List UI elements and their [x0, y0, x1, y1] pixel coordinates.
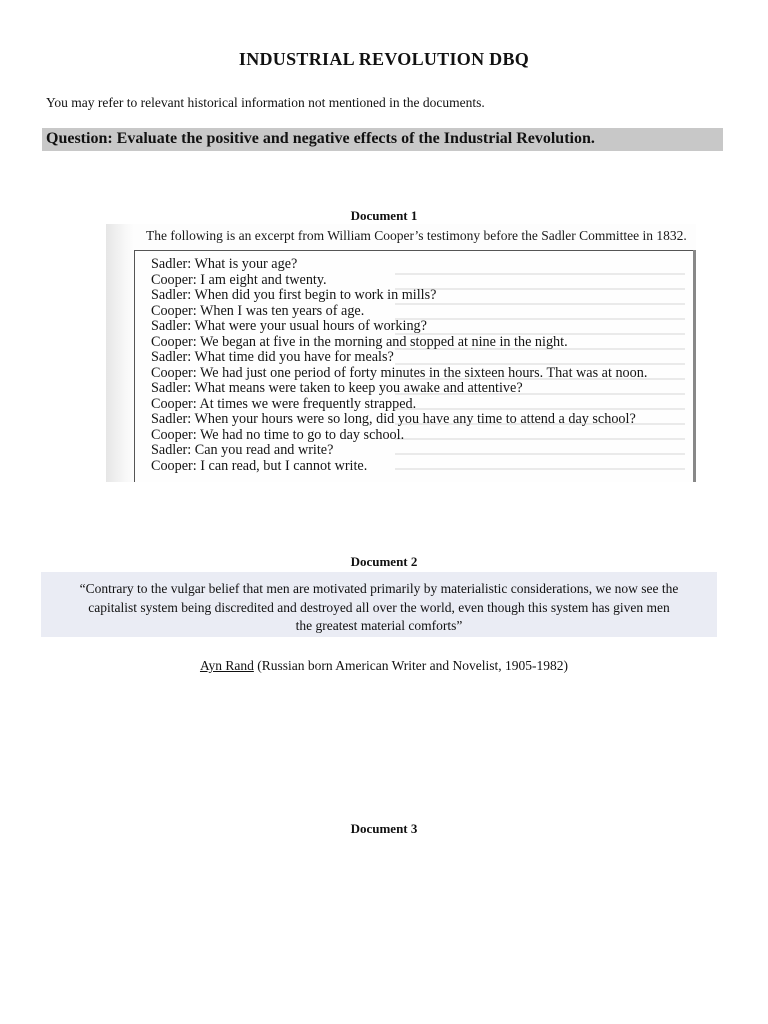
quote-line: the greatest material comforts” [295, 618, 463, 633]
document-1-label: Document 1 [350, 208, 418, 223]
testimony-line: Sadler: Can you read and write? [151, 442, 334, 458]
quote-text [41, 580, 717, 636]
document-1-scanned-image [106, 224, 696, 482]
document-2-label: Document 2 [350, 554, 418, 569]
quote-attribution [0, 658, 768, 674]
question-text: Question: Evaluate the positive and negative effects of the Industrial Revolution. [46, 130, 595, 147]
testimony-box [134, 250, 694, 482]
testimony-line: Sadler: When your hours were so long, did you have any time to attend a day school? [151, 411, 636, 427]
testimony-line: Cooper: We had just one period of forty minutes in the sixteen hours. That was at noon. [151, 364, 648, 381]
quote-line: capitalist system being discredited and destroyed all over the world, even though this system has given men [88, 599, 670, 615]
page-title: INDUSTRIAL REVOLUTION DBQ [238, 49, 530, 69]
testimony-line: Sadler: What were your usual hours of working? [151, 318, 427, 334]
testimony-line: Sadler: What means were taken to keep you awake and attentive? [151, 380, 523, 396]
testimony-line: Sadler: What is your age? [151, 256, 298, 272]
quote-box [41, 572, 717, 637]
intro-text: You may refer to relevant historical information not mentioned in the documents. [46, 95, 485, 110]
author-name: Ayn Rand [199, 658, 254, 673]
testimony-line: Cooper: I can read, but I cannot write. [151, 457, 368, 474]
testimony-line: Cooper: At times we were frequently strapped. [151, 395, 417, 412]
quote-line: “Contrary to the vulgar belief that men are motivated primarily by materialistic considerations, we now see the [79, 581, 679, 596]
testimony-line: Cooper: We began at five in the morning and stopped at nine in the night. [151, 333, 568, 350]
author-note: (Russian born American Writer and Novelist, 1905-1982) [257, 658, 569, 673]
scan-shadow [106, 224, 134, 482]
document-1-caption: The following is an excerpt from William Cooper’s testimony before the Sadler Committee in 1832. [146, 228, 687, 243]
testimony-line: Cooper: When I was ten years of age. [151, 302, 365, 319]
testimony-line: Sadler: What time did you have for meals? [151, 349, 394, 365]
testimony-line: Sadler: When did you first begin to work in mills? [151, 287, 437, 303]
document-3-label: Document 3 [350, 821, 418, 836]
testimony-line: Cooper: I am eight and twenty. [151, 271, 327, 288]
scan-edge [693, 250, 696, 482]
testimony-transcript [151, 257, 647, 474]
testimony-line: Cooper: We had no time to go to day school. [151, 426, 405, 443]
question-banner [42, 128, 723, 151]
